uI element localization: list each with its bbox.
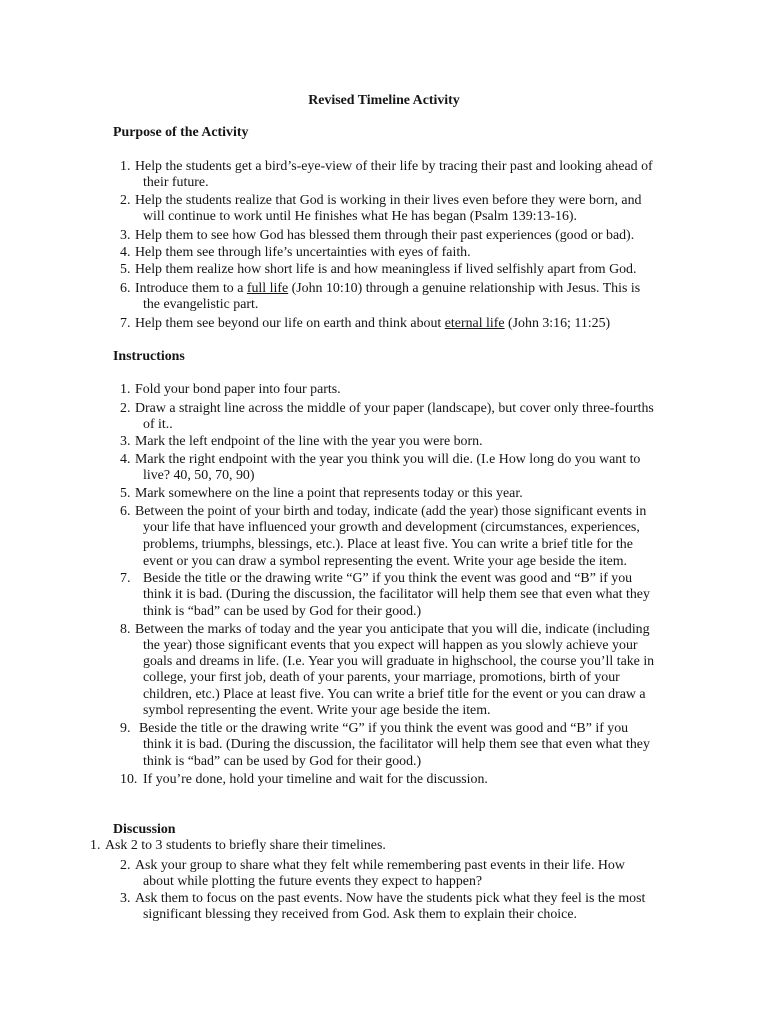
purpose-item-6-text-before: Introduce them to a	[135, 280, 247, 296]
eternal-life-underlined-text: eternal life	[444, 315, 505, 331]
instruction-item-8-line-6: symbol representing the event. Write your age beside the item.	[143, 702, 491, 718]
instruction-item-8-line-3: goals and dreams in life. (I.e. Year you will graduate in highschool, the course you’ll take in	[143, 654, 655, 670]
purpose-item-7-text-after: (John 3:16; 11:25)	[504, 315, 611, 331]
purpose-item-3-line-1: Help them to see how God has blessed them through their past experiences (good or bad).	[135, 227, 635, 243]
instruction-item-2-line-1: Draw a straight line across the middle of your paper (landscape), but cover only three-fourths	[135, 400, 654, 416]
purpose-item-5	[0, 262, 768, 279]
instruction-item-6-number: 6.	[120, 503, 131, 519]
purpose-item-1-number: 1.	[120, 158, 131, 174]
instruction-item-4-line-1: Mark the right endpoint with the year you think you will die. (I.e How long do you want to	[135, 451, 641, 467]
instruction-item-2	[0, 401, 768, 435]
instruction-item-4-number: 4.	[120, 451, 131, 467]
purpose-item-2	[0, 193, 768, 227]
instruction-item-3-line-1: Mark the left endpoint of the line with the year you were born.	[135, 433, 483, 449]
purpose-item-5-line-1: Help them realize how short life is and how meaningless if lived selfishly apart from God.	[135, 261, 637, 277]
full-life-underlined-text: full life	[246, 280, 289, 296]
instruction-item-10-number: 10.	[120, 771, 138, 787]
instruction-item-2-number: 2.	[120, 400, 131, 416]
purpose-item-4-line-1: Help them see through life’s uncertainties with eyes of faith.	[135, 244, 471, 260]
instruction-item-9-line-2: think it is bad. (During the discussion, the facilitator will help them see that even what they	[143, 737, 650, 753]
instruction-item-4-line-2: live? 40, 50, 70, 90)	[143, 468, 255, 484]
purpose-item-3	[0, 228, 768, 245]
instruction-item-6	[0, 504, 768, 571]
instruction-item-8-line-2: the year) those significant events that you expect will happen as you slowly achieve your	[143, 637, 638, 653]
purpose-item-1-line-2: their future.	[143, 175, 209, 191]
discussion-item-1	[0, 838, 768, 855]
instruction-item-8-number: 8.	[120, 621, 131, 637]
instruction-item-3-number: 3.	[120, 433, 131, 449]
instruction-item-7-line-3: think is “bad” can be used by God for their good.)	[143, 603, 422, 619]
purpose-item-6-number: 6.	[120, 280, 131, 296]
instruction-item-4	[0, 452, 768, 486]
instruction-item-7-line-2: think it is bad. (During the discussion, the facilitator will help them see that even what they	[143, 587, 650, 603]
instruction-item-1	[0, 382, 768, 399]
discussion-item-3	[0, 891, 768, 925]
purpose-item-7-line-1	[0, 316, 768, 333]
instruction-item-1-number: 1.	[120, 381, 131, 397]
document-title: Revised Timeline Activity	[308, 92, 460, 108]
instruction-item-7-number: 7.	[120, 570, 131, 586]
instruction-item-6-line-1: Between the point of your birth and today, indicate (add the year) those significant events in	[135, 503, 647, 519]
instruction-item-3	[0, 434, 768, 451]
purpose-item-3-number: 3.	[120, 227, 131, 243]
instruction-item-7-line-1: Beside the title or the drawing write “G” if you think the event was good and “B” if you	[143, 570, 633, 586]
instruction-item-9	[0, 721, 768, 772]
purpose-item-4-number: 4.	[120, 244, 131, 260]
instruction-item-6-line-4: event or you can draw a symbol representing the event. Write your age beside the item.	[143, 553, 628, 569]
instruction-item-9-line-3: think is “bad” can be used by God for their good.)	[143, 754, 422, 770]
purpose-heading: Purpose of the Activity	[113, 124, 249, 140]
discussion-item-2-number: 2.	[120, 857, 131, 873]
instructions-heading: Instructions	[113, 348, 185, 364]
discussion-item-3-number: 3.	[120, 890, 131, 906]
instruction-item-10	[0, 772, 768, 789]
discussion-item-1-number: 1.	[90, 837, 101, 853]
purpose-item-2-number: 2.	[120, 192, 131, 208]
discussion-heading: Discussion	[113, 821, 176, 837]
purpose-item-2-line-1: Help the students realize that God is working in their lives even before they were born, and	[135, 192, 642, 208]
instruction-item-9-number: 9.	[120, 720, 131, 736]
discussion-item-2-line-2: about while plotting the future events they expect to happen?	[143, 874, 483, 890]
instruction-item-6-line-2: your life that have influenced your growth and development (circumstances, experiences,	[143, 520, 640, 536]
purpose-item-1	[0, 159, 768, 193]
instruction-item-1-line-1: Fold your bond paper into four parts.	[135, 381, 341, 397]
purpose-item-2-line-2: will continue to work until He finishes what He has began (Psalm 139:13-16).	[143, 209, 578, 225]
purpose-item-6-text-after: (John 10:10) through a genuine relationship with Jesus. This is	[288, 280, 641, 296]
purpose-item-7-text-before: Help them see beyond our life on earth and think about	[135, 315, 445, 331]
instruction-item-5	[0, 486, 768, 503]
purpose-item-5-number: 5.	[120, 261, 131, 277]
instruction-item-6-line-3: problems, triumphs, blessings, etc.). Place at least five. You can write a brief title for the	[143, 536, 633, 552]
instruction-item-2-line-2: of it..	[143, 417, 173, 433]
discussion-item-2	[0, 858, 768, 892]
instruction-item-9-line-1: Beside the title or the drawing write “G” if you think the event was good and “B” if you	[139, 720, 629, 736]
instruction-item-8-line-1: Between the marks of today and the year you anticipate that you will die, indicate (including	[135, 621, 650, 637]
instruction-item-7	[0, 571, 768, 621]
purpose-item-6-line-2: the evangelistic part.	[143, 297, 259, 313]
purpose-item-7	[0, 316, 768, 333]
purpose-item-6-line-1	[0, 281, 768, 298]
instruction-item-8	[0, 622, 768, 720]
instruction-item-5-number: 5.	[120, 485, 131, 501]
discussion-item-3-line-1: Ask them to focus on the past events. Now have the students pick what they feel is the most	[135, 890, 646, 906]
discussion-item-3-line-2: significant blessing they received from God. Ask them to explain their choice.	[143, 907, 577, 923]
purpose-item-4	[0, 245, 768, 262]
purpose-item-1-line-1: Help the students get a bird’s-eye-view of their life by tracing their past and looking ahead of	[135, 158, 653, 174]
instruction-item-10-line-1: If you’re done, hold your timeline and wait for the discussion.	[143, 771, 488, 787]
instruction-item-8-line-4: college, your first job, death of your parents, your marriage, promotions, birth of your	[143, 670, 620, 686]
purpose-item-7-number: 7.	[120, 315, 131, 331]
purpose-item-6	[0, 281, 768, 315]
instruction-item-5-line-1: Mark somewhere on the line a point that represents today or this year.	[135, 485, 523, 501]
discussion-item-1-line-1: Ask 2 to 3 students to briefly share their timelines.	[105, 837, 386, 853]
instruction-item-8-line-5: children, etc.) Place at least five. You can write a brief title for the event or you can draw a	[143, 686, 646, 702]
discussion-item-2-line-1: Ask your group to share what they felt while remembering past events in their life. How	[135, 857, 625, 873]
